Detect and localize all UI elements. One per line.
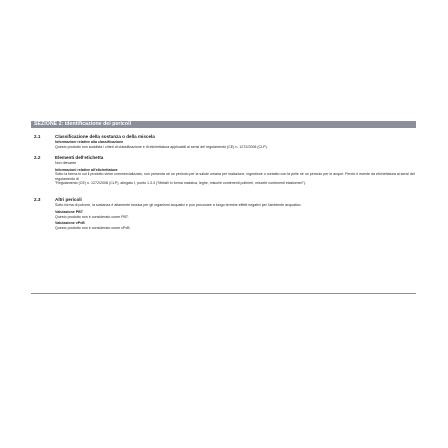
section-title-bar: SEZIONE 2: identificazione dei pericoli: [31, 121, 416, 128]
pbt-text: Questo prodotto non è considerato come PBT.: [55, 214, 129, 219]
subsection-number: 2.3: [34, 197, 41, 203]
label-info-text: Sotto la forma in cui il prodotto viene commercializzato, non presenta né un pericolo per la salute umana per inalazione, ingestione o contatto con la pelle né un pericolo per le acque. Perciò è esente da etichettatura ai sensi del regolamento di: [55, 172, 415, 181]
subsection-heading: Elementi dell'etichetta: [55, 155, 104, 160]
subsection-2-2: [34, 155, 416, 185]
vpvb-label: Valutazione vPvB: [55, 221, 85, 226]
regulation-text: "Regolamento (CE) n. 1272/2008 (CLP), allegato I, punto 1.3.4 ("Metalli in forma massiva, leghe, miscele contenenti polimeri, miscele contenenti elastomeri").: [55, 181, 306, 185]
classification-info-text: Questo prodotto non soddisfa i criteri di classificazione e di etichettatura applicabili ai sensi del regolamento (CE) n. 1272/2008 (CLP).: [55, 144, 268, 149]
bottom-divider: [31, 293, 416, 294]
vpvb-text: Questo prodotto non è considerato come vPvB.: [55, 225, 131, 230]
subsection-2-3: [34, 197, 416, 230]
label-info-label: Informazioni relative all'etichettatura: [55, 167, 118, 172]
subsection-number: 2.1: [34, 134, 41, 139]
pbt-label: Valutazione PBT: [55, 210, 83, 214]
other-hazards-text: Sotto forma di polvere, la sostanza è altamente tossica per gli organismi acquatici e può provocare a lungo termine effetti negativi per l'ambiente acquatico.: [55, 203, 302, 208]
subsection-heading: Classificazione della sostanza o della miscela: [55, 134, 155, 139]
subsection-2-1: [34, 134, 416, 149]
classification-info-label: Informazioni relative alla classificazione: [55, 140, 124, 144]
subsection-heading: Altri pericoli: [55, 197, 82, 203]
not-relevant-text: Non rilevante: [55, 161, 77, 165]
subsection-number: 2.2: [34, 155, 41, 160]
sds-section-2: [31, 121, 416, 230]
